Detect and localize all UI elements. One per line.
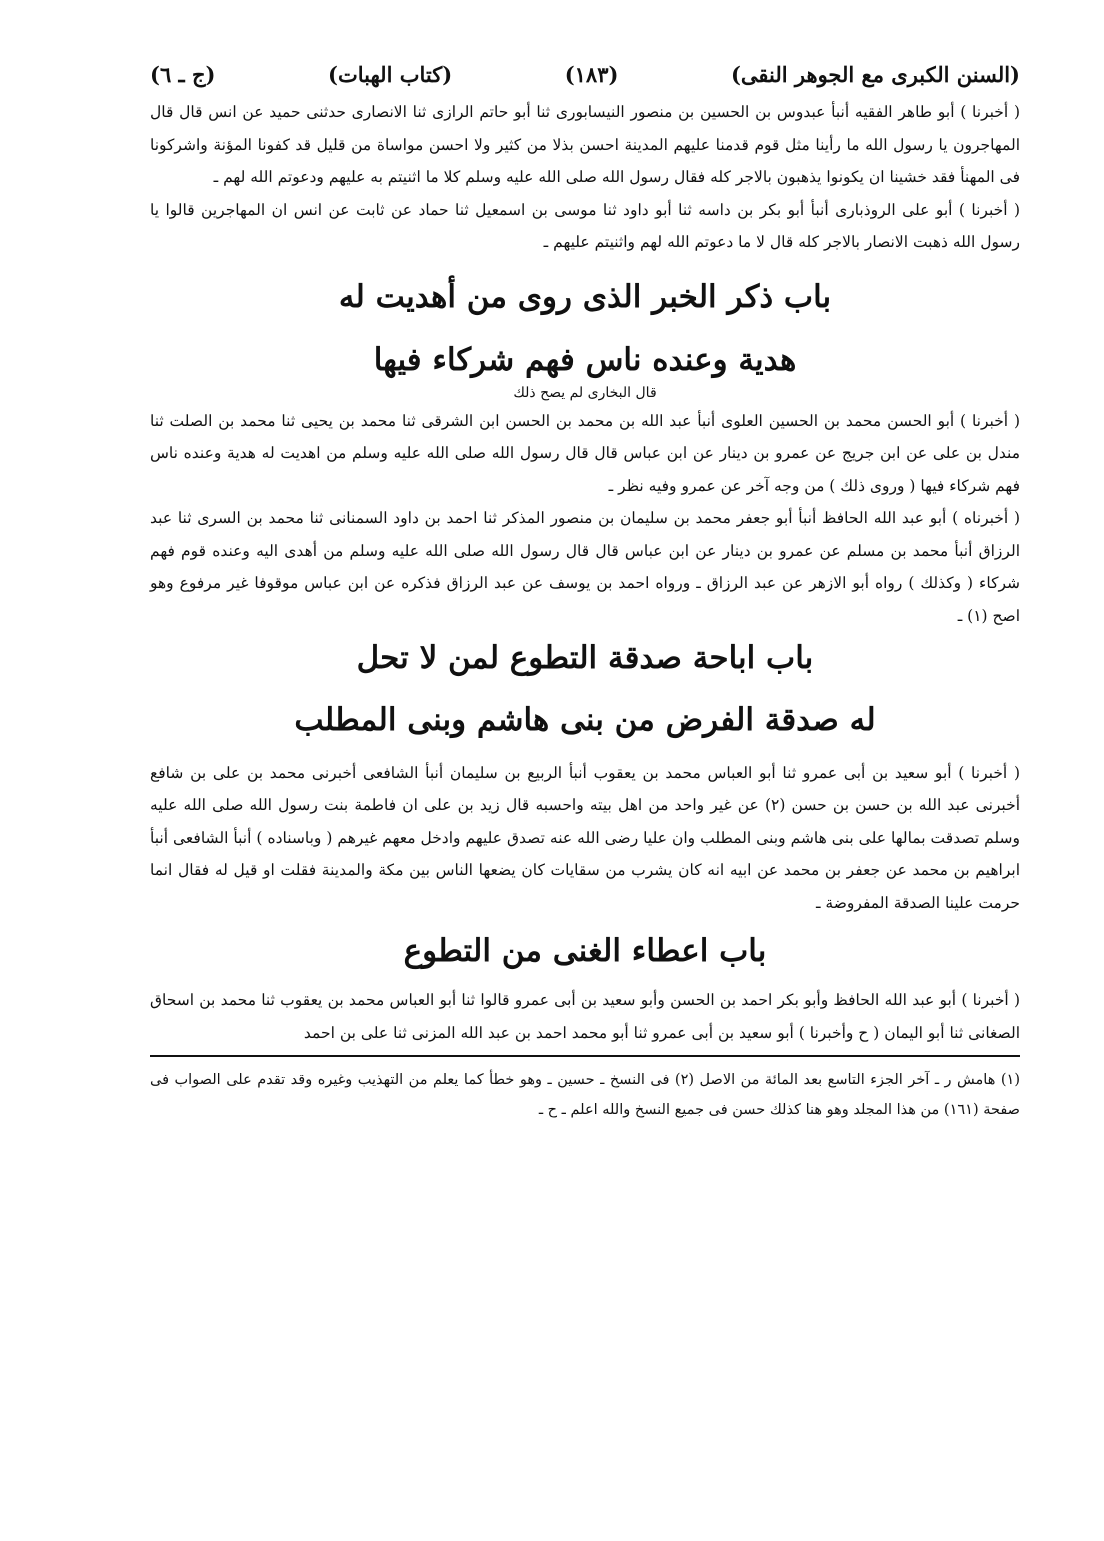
running-header — [150, 52, 1020, 96]
footnote: (١) هامش ر ـ آخر الجزء التاسع بعد المائة من الاصل (٢) فى النسخ ـ حسين ـ وهو خطأ كما يعلم من التهذيب وغيره وقد تقدم على الصواب فى صفحة (١٦١) من هذا المجلد وهو هنا كذلك حسن فى جميع النسخ والله اعلم ـ ح ـ — [150, 1072, 1020, 1119]
hadith-paragraph: ( أخبرناه ) أبو عبد الله الحافظ أنبأ أبو جعفر محمد بن سليمان بن منصور المذكر ثنا احمد بن داود السمنانى ثنا محمد بن السرى ثنا عبد الرزاق أنبأ محمد بن مسلم عن عمرو بن دينار عن ابن عباس قال قال رسول الله صلى الله عليه وسلم من أهدى اليه وعنده قوم فهم شركاء ( وكذلك ) رواه أبو الازهر عن عبد الرزاق ـ ورواه احمد بن يوسف عن عبد الرزاق فذكره عن ابن عباس موقوفا غير مرفوع وهو اصح (١) ـ — [150, 509, 1020, 625]
section-heading: باب اعطاء الغنى من التطوع — [403, 933, 767, 970]
hadith-paragraph: ( أخبرنا ) أبو طاهر الفقيه أنبأ عبدوس بن الحسين بن منصور النيسابورى ثنا أبو حاتم الرازى ثنا الانصارى حدثنى حميد عن انس قال قال المهاجرون يا رسول الله ما رأينا مثل قوم قدمنا عليهم المدينة احسن بذلا من كثير ولا احسن مواساة من قليل قد كفونا المؤنة واشركونا فى المهنأ فقد خشينا ان يكونوا يذهبون بالاجر كله فقال رسول الله صلى الله عليه وسلم كلا ما اثنيتم به عليهم ودعوتم الله لهم ـ — [150, 103, 1020, 186]
hadith-paragraph: ( أخبرنا ) أبو الحسن محمد بن الحسين العلوى أنبأ عبد الله بن محمد بن الحسن ابن الشرقى ثنا محمد بن يحيى ثنا محمد بن الصلت ثنا مندل بن على عن ابن جريج عن عمرو بن دينار عن ابن عباس قال قال رسول الله صلى الله عليه وسلم من اهديت له هدية وعنده ناس فهم شركاء فيها ( وروى ذلك ) من وجه آخر عن عمرو وفيه نظر ـ — [150, 411, 1020, 495]
section-heading: هدية وعنده ناس فهم شركاء فيها — [373, 341, 797, 378]
chapter-title: (كتاب الهبات) — [328, 61, 453, 87]
section-note: قال البخارى لم يصح ذلك — [513, 384, 657, 401]
section-heading: باب اباحة صدقة التطوع لمن لا تحل — [356, 640, 814, 677]
book-title: (السنن الكبرى مع الجوهر النقى) — [730, 61, 1020, 87]
section-heading: له صدقة الفرض من بنى هاشم وبنى المطلب — [294, 701, 876, 738]
page-number: (١٨٣) — [564, 61, 619, 87]
document-page — [150, 52, 1020, 1125]
volume-label: (ج ـ ٦) — [150, 61, 216, 87]
section-heading: باب ذكر الخبر الذى روى من أهديت له — [338, 278, 832, 315]
hadith-paragraph: ( أخبرنا ) أبو عبد الله الحافظ وأبو بكر احمد بن الحسن وأبو سعيد بن أبى عمرو قالوا ثنا أبو العباس محمد بن يعقوب ثنا محمد بن اسحاق الصغانى ثنا أبو اليمان ( ح وأخبرنا ) أبو سعيد بن أبى عمرو ثنا أبو محمد احمد بن عبد الله المزنى ثنا على بن احمد — [150, 991, 1020, 1042]
hadith-paragraph: ( أخبرنا ) أبو على الروذبارى أنبأ أبو بكر بن داسه ثنا أبو داود ثنا موسى بن اسمعيل ثنا حماد عن ثابت عن انس ان المهاجرين قالوا يا رسول الله ذهبت الانصار بالاجر كله قال لا ما دعوتم الله لهم واثنيتم عليهم ـ — [150, 200, 1020, 251]
hadith-paragraph: ( أخبرنا ) أبو سعيد بن أبى عمرو ثنا أبو العباس محمد بن يعقوب أنبأ الربيع بن سليمان أنبأ الشافعى أخبرنى محمد بن على بن شافع أخبرنى عبد الله بن حسن بن حسن (٢) عن غير واحد من اهل بيته واحسبه قال زيد بن على ان فاطمة بنت رسول الله صلى الله عليه وسلم تصدقت بمالها على بنى هاشم وبنى المطلب وان عليا رضى الله عنه تصدق عليهم وادخل معهم غيرهم ( وباسناده ) أنبأ الشافعى أنبأ ابراهيم بن محمد عن جعفر بن محمد عن ابيه انه كان يشرب من سقايات كان يضعها الناس بين مكة والمدينة فقلت او قيل له فقال انما حرمت علينا الصدقة المفروضة ـ — [150, 763, 1020, 912]
footnote-divider — [150, 1055, 1020, 1057]
